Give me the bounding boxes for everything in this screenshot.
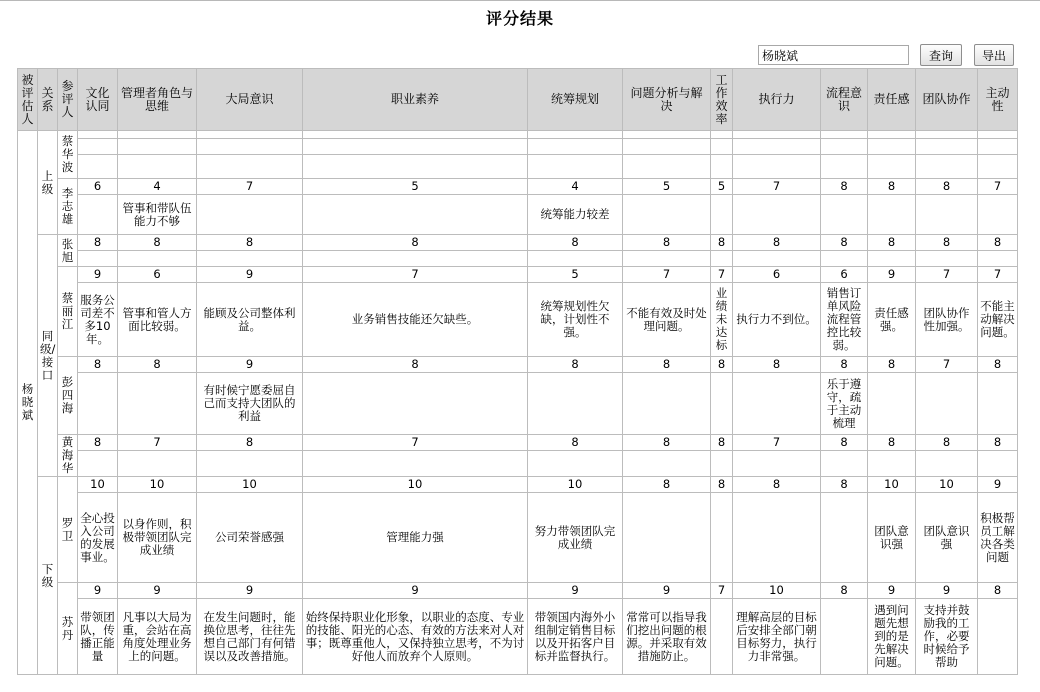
comment-cell (303, 155, 528, 179)
score-cell: 8 (711, 357, 733, 373)
comment-cell: 销售订单风险流程管控比较弱。 (821, 283, 868, 357)
score-cell: 4 (118, 179, 197, 195)
table-row (18, 155, 1018, 179)
score-row (18, 235, 1018, 251)
comment-cell: 业绩未达标 (711, 283, 733, 357)
score-cell: 8 (528, 357, 623, 373)
score-cell: 7 (978, 267, 1018, 283)
score-cell: 8 (978, 435, 1018, 451)
score-cell: 8 (733, 235, 821, 251)
score-cell: 9 (528, 583, 623, 599)
score-cell: 8 (868, 357, 916, 373)
comment-cell: 管事和管人方面比较弱。 (118, 283, 197, 357)
page-title: 评分结果 (485, 9, 554, 28)
comment-row (18, 251, 1018, 267)
comment-cell: 理解高层的目标后安排全部门朝目标努力，执行力非常强。 (733, 599, 821, 675)
score-cell: 8 (623, 357, 711, 373)
score-cell: 8 (197, 435, 303, 451)
comment-cell: 以身作则，积极带领团队完成业绩 (118, 493, 197, 583)
score-cell: 8 (528, 435, 623, 451)
score-cell: 5 (303, 179, 528, 195)
comment-cell (868, 373, 916, 435)
comment-cell (733, 155, 821, 179)
score-cell: 8 (118, 357, 197, 373)
comment-cell (821, 251, 868, 267)
evaluatee-name: 杨晓斌 (18, 131, 38, 675)
comment-cell: 统筹能力较差 (528, 195, 623, 235)
score-cell: 6 (733, 267, 821, 283)
comment-cell: 支持并鼓励我的工作，必要时候给予帮助 (916, 599, 978, 675)
comment-cell (821, 451, 868, 477)
score-cell: 8 (118, 235, 197, 251)
rater-name: 黄海华 (58, 435, 78, 477)
comment-cell (868, 451, 916, 477)
comment-cell (711, 251, 733, 267)
table-row (18, 139, 1018, 155)
score-cell: 8 (303, 357, 528, 373)
score-cell: 8 (711, 435, 733, 451)
comment-cell: 团队意识强 (916, 493, 978, 583)
comment-cell (528, 373, 623, 435)
header-problem-solving: 问题分析与解决 (623, 69, 711, 131)
score-cell: 7 (623, 267, 711, 283)
score-cell: 9 (197, 267, 303, 283)
query-button[interactable]: 查询 (920, 44, 962, 66)
comment-cell: 能顾及公司整体利益。 (197, 283, 303, 357)
comment-cell: 管事和带队伍能力不够 (118, 195, 197, 235)
comment-cell: 不能主动解决问题。 (978, 283, 1018, 357)
score-cell: 7 (303, 435, 528, 451)
comment-cell: 团队协作性加强。 (916, 283, 978, 357)
comment-row (18, 451, 1018, 477)
score-cell: 9 (916, 583, 978, 599)
header-planning: 统筹规划 (528, 69, 623, 131)
comment-cell (978, 451, 1018, 477)
comment-cell (623, 493, 711, 583)
score-cell: 8 (78, 357, 118, 373)
comment-cell (733, 195, 821, 235)
score-cell: 8 (821, 235, 868, 251)
comment-cell (733, 451, 821, 477)
score-cell: 10 (78, 477, 118, 493)
header-evaluatee: 被评估人 (18, 69, 38, 131)
comment-cell (78, 195, 118, 235)
score-cell (711, 139, 733, 155)
comment-cell (711, 493, 733, 583)
comment-cell (303, 195, 528, 235)
comment-cell (303, 373, 528, 435)
comment-cell (528, 131, 623, 139)
score-cell: 8 (78, 235, 118, 251)
score-row (18, 267, 1018, 283)
score-cell: 8 (711, 235, 733, 251)
comment-cell (916, 131, 978, 139)
table-row (18, 131, 1018, 139)
score-cell (78, 139, 118, 155)
comment-cell (916, 251, 978, 267)
score-cell: 9 (978, 477, 1018, 493)
comment-cell (78, 251, 118, 267)
comment-cell (78, 373, 118, 435)
score-cell (868, 139, 916, 155)
comment-row (18, 195, 1018, 235)
comment-cell (821, 599, 868, 675)
score-cell: 9 (868, 583, 916, 599)
comment-cell: 带领团队，传播正能量 (78, 599, 118, 675)
score-cell: 10 (868, 477, 916, 493)
comment-cell (623, 251, 711, 267)
header-efficiency: 工作效率 (711, 69, 733, 131)
export-button[interactable]: 导出 (974, 44, 1014, 66)
comment-cell (711, 195, 733, 235)
score-row (18, 477, 1018, 493)
rater-name: 张旭 (58, 235, 78, 267)
comment-cell (733, 251, 821, 267)
comment-cell: 凡事以大局为重，会站在高角度处理业务上的问题。 (118, 599, 197, 675)
score-cell: 8 (197, 235, 303, 251)
comment-cell (868, 155, 916, 179)
header-teamwork: 团队协作 (916, 69, 978, 131)
score-cell (197, 139, 303, 155)
comment-cell: 遇到问题先想到的是先解决问题。 (868, 599, 916, 675)
table-header-row (18, 69, 1018, 131)
score-cell: 7 (916, 267, 978, 283)
score-cell (916, 139, 978, 155)
top-border-line (0, 0, 1040, 1)
comment-cell (821, 131, 868, 139)
comment-cell (821, 195, 868, 235)
score-cell: 7 (733, 179, 821, 195)
score-results-table (17, 68, 1018, 675)
relation-label: 上级 (38, 131, 58, 235)
score-row (18, 583, 1018, 599)
comment-cell: 努力带领团队完成业绩 (528, 493, 623, 583)
header-process-awareness: 流程意识 (821, 69, 868, 131)
score-cell: 8 (916, 435, 978, 451)
comment-cell (303, 251, 528, 267)
comment-cell (733, 373, 821, 435)
score-cell: 9 (197, 583, 303, 599)
rater-name: 蔡华波 (58, 131, 78, 179)
comment-cell (197, 451, 303, 477)
comment-cell: 常常可以指导我们挖出问题的根源。并采取有效措施防止。 (623, 599, 711, 675)
comment-cell (978, 131, 1018, 139)
comment-cell (623, 451, 711, 477)
comment-cell: 带领国内海外小组制定销售目标以及开拓客户目标并监督执行。 (528, 599, 623, 675)
comment-cell (916, 451, 978, 477)
score-cell: 10 (197, 477, 303, 493)
score-cell: 8 (821, 179, 868, 195)
comment-cell: 团队意识强 (868, 493, 916, 583)
header-execution: 执行力 (733, 69, 821, 131)
score-cell: 8 (528, 235, 623, 251)
score-cell (303, 139, 528, 155)
comment-cell (197, 195, 303, 235)
comment-row (18, 283, 1018, 357)
comment-row (18, 599, 1018, 675)
comment-cell (916, 373, 978, 435)
score-cell: 8 (78, 435, 118, 451)
score-cell: 6 (118, 267, 197, 283)
score-cell: 7 (733, 435, 821, 451)
score-cell: 10 (916, 477, 978, 493)
score-cell: 7 (978, 179, 1018, 195)
comment-cell (197, 155, 303, 179)
comment-cell (623, 195, 711, 235)
comment-row (18, 373, 1018, 435)
comment-cell (868, 195, 916, 235)
score-cell: 8 (821, 477, 868, 493)
comment-cell: 公司荣誉感强 (197, 493, 303, 583)
comment-cell: 不能有效及时处理问题。 (623, 283, 711, 357)
comment-cell (821, 155, 868, 179)
comment-cell: 业务销售技能还欠缺些。 (303, 283, 528, 357)
comment-cell (78, 155, 118, 179)
comment-cell (868, 131, 916, 139)
comment-cell (916, 155, 978, 179)
score-cell: 8 (821, 583, 868, 599)
score-cell: 8 (623, 477, 711, 493)
score-cell: 8 (978, 235, 1018, 251)
comment-cell: 在发生问题时，能换位思考，往往先想自己部门有何错误以及改善措施。 (197, 599, 303, 675)
score-cell: 8 (868, 235, 916, 251)
score-cell: 9 (303, 583, 528, 599)
comment-cell (118, 451, 197, 477)
comment-cell (711, 131, 733, 139)
score-cell: 9 (118, 583, 197, 599)
comment-cell (711, 155, 733, 179)
relation-label: 下级 (38, 477, 58, 675)
score-row (18, 435, 1018, 451)
comment-cell (197, 251, 303, 267)
comment-cell (916, 195, 978, 235)
header-responsibility: 责任感 (868, 69, 916, 131)
score-cell: 8 (711, 477, 733, 493)
header-rater: 参评人 (58, 69, 78, 131)
comment-cell (528, 251, 623, 267)
score-row (18, 179, 1018, 195)
comment-cell (118, 373, 197, 435)
header-professionalism: 职业素养 (303, 69, 528, 131)
score-cell: 8 (916, 235, 978, 251)
comment-cell (197, 131, 303, 139)
comment-cell: 责任感强。 (868, 283, 916, 357)
comment-row (18, 493, 1018, 583)
score-cell: 6 (821, 267, 868, 283)
score-cell: 8 (978, 357, 1018, 373)
score-row (18, 357, 1018, 373)
comment-cell (78, 451, 118, 477)
score-cell: 6 (78, 179, 118, 195)
comment-cell (528, 155, 623, 179)
score-cell: 8 (623, 435, 711, 451)
score-cell: 8 (821, 435, 868, 451)
comment-cell (623, 155, 711, 179)
rater-name: 蔡丽江 (58, 267, 78, 357)
comment-cell (118, 131, 197, 139)
score-cell: 8 (868, 435, 916, 451)
score-cell: 9 (623, 583, 711, 599)
comment-cell (711, 373, 733, 435)
score-cell (821, 139, 868, 155)
evaluatee-search-input[interactable] (758, 45, 909, 65)
comment-cell: 服务公司差不多10年。 (78, 283, 118, 357)
rater-name: 彭四海 (58, 357, 78, 435)
comment-cell: 乐于遵守，疏于主动梳理 (821, 373, 868, 435)
comment-cell (528, 451, 623, 477)
score-cell: 8 (978, 583, 1018, 599)
comment-cell (303, 131, 528, 139)
comment-cell (733, 493, 821, 583)
score-cell: 7 (711, 583, 733, 599)
comment-cell: 始终保持职业化形象，以职业的态度、专业的技能、阳光的心态、有效的方法来对人对事；既尊重他人，又保持独立思考，不为讨好他人而放弃个人原则。 (303, 599, 528, 675)
score-cell: 4 (528, 179, 623, 195)
comment-cell (623, 131, 711, 139)
comment-cell (733, 131, 821, 139)
comment-cell: 管理能力强 (303, 493, 528, 583)
score-cell: 8 (623, 235, 711, 251)
score-cell: 10 (118, 477, 197, 493)
score-cell: 8 (733, 357, 821, 373)
comment-cell: 统筹规划性欠缺，计划性不强。 (528, 283, 623, 357)
score-cell: 8 (733, 477, 821, 493)
score-cell: 9 (868, 267, 916, 283)
comment-cell (303, 451, 528, 477)
comment-cell (78, 131, 118, 139)
header-relation: 关系 (38, 69, 58, 131)
score-cell: 8 (868, 179, 916, 195)
score-cell (528, 139, 623, 155)
score-cell: 5 (711, 179, 733, 195)
header-manager-role: 管理者角色与思维 (118, 69, 197, 131)
comment-cell (868, 251, 916, 267)
relation-label: 同级/接口 (38, 235, 58, 477)
score-cell: 10 (733, 583, 821, 599)
score-cell: 7 (118, 435, 197, 451)
rater-name: 李志雄 (58, 179, 78, 235)
score-cell: 9 (78, 267, 118, 283)
comment-cell (711, 599, 733, 675)
score-cell (733, 139, 821, 155)
score-cell: 9 (197, 357, 303, 373)
score-cell: 10 (303, 477, 528, 493)
comment-cell: 执行力不到位。 (733, 283, 821, 357)
comment-cell (978, 195, 1018, 235)
score-cell: 5 (528, 267, 623, 283)
score-cell: 8 (303, 235, 528, 251)
score-cell (978, 139, 1018, 155)
score-cell (118, 139, 197, 155)
comment-cell: 积极帮员工解决各类问题 (978, 493, 1018, 583)
score-cell: 7 (711, 267, 733, 283)
score-cell: 7 (197, 179, 303, 195)
comment-cell: 全心投入公司的发展事业。 (78, 493, 118, 583)
comment-cell (978, 251, 1018, 267)
score-cell: 7 (916, 357, 978, 373)
header-culture: 文化认同 (78, 69, 118, 131)
header-initiative: 主动性 (978, 69, 1018, 131)
score-cell (623, 139, 711, 155)
score-cell: 9 (78, 583, 118, 599)
comment-cell (978, 373, 1018, 435)
rater-name: 苏丹 (58, 583, 78, 675)
comment-cell: 有时候宁愿委屈自己而支持大团队的利益 (197, 373, 303, 435)
score-cell: 7 (303, 267, 528, 283)
score-cell: 8 (916, 179, 978, 195)
comment-cell (821, 493, 868, 583)
score-cell: 5 (623, 179, 711, 195)
header-big-picture: 大局意识 (197, 69, 303, 131)
score-cell: 10 (528, 477, 623, 493)
comment-cell (118, 251, 197, 267)
score-cell: 8 (821, 357, 868, 373)
comment-cell (118, 155, 197, 179)
comment-cell (711, 451, 733, 477)
comment-cell (978, 599, 1018, 675)
comment-cell (623, 373, 711, 435)
rater-name: 罗卫 (58, 477, 78, 583)
comment-cell (978, 155, 1018, 179)
